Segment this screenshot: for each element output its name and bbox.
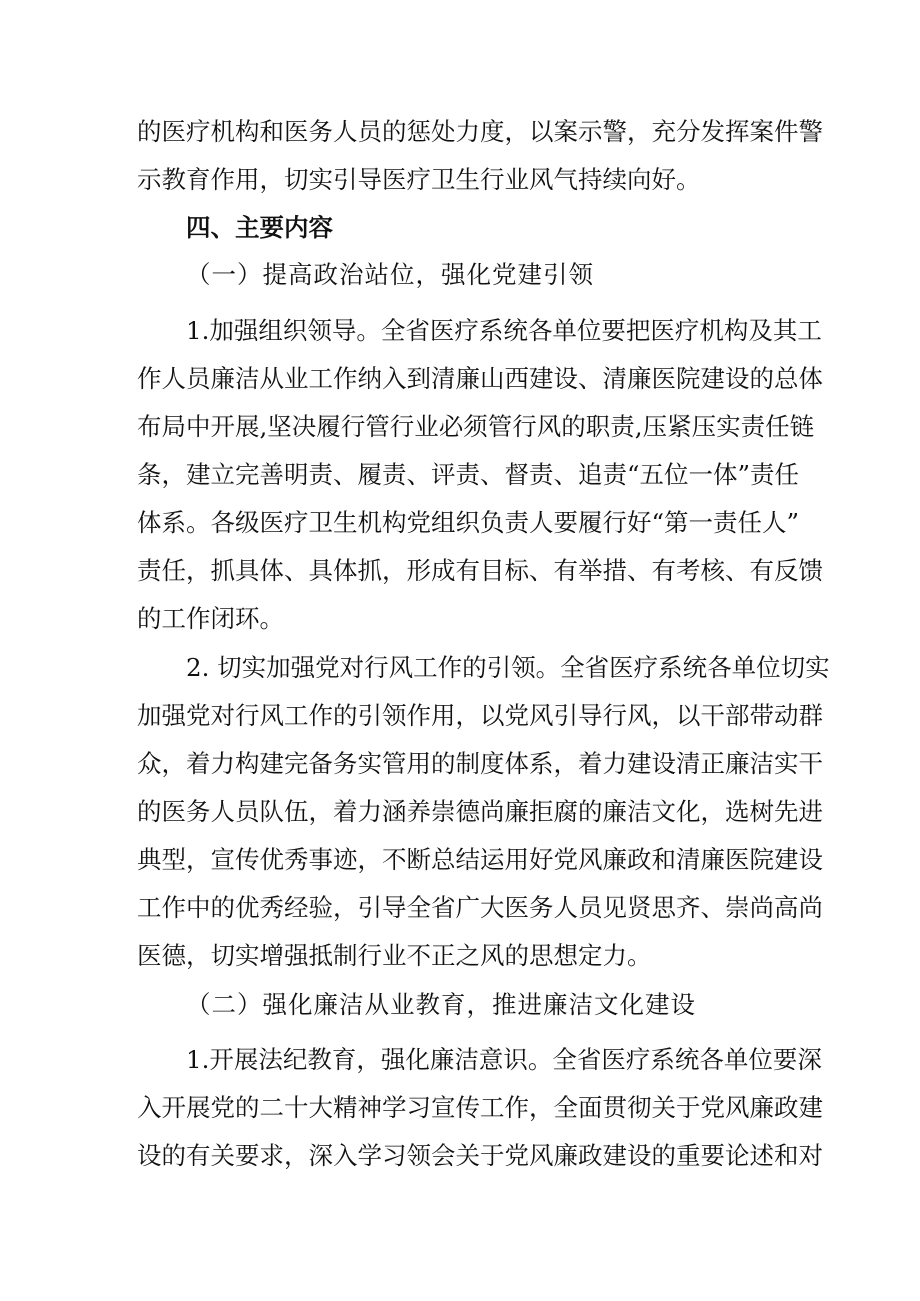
paragraph-first-line: 1.加强组织领导。全省医疗系统各单位要把医疗机构及其工 (186, 316, 822, 345)
body-text-line: 设的有关要求，深入学习领会关于党风廉政建设的重要论述和对 (137, 1141, 823, 1170)
paragraph-first-line: 2. 切实加强党对行风工作的引领。全省医疗系统各单位切实 (186, 653, 830, 682)
body-text-line: 的工作闭环。 (137, 604, 284, 633)
section-heading: 四、主要内容 (186, 213, 333, 242)
body-text-line: 众，着力构建完备务实管用的制度体系，着力建设清正廉洁实干 (137, 749, 823, 778)
subsection-heading: （二）强化廉洁从业教育，推进廉洁文化建设 (186, 990, 696, 1019)
paragraph-first-line: 1.开展法纪教育，强化廉洁意识。全省医疗系统各单位要深 (186, 1045, 822, 1074)
body-text-line: 典型，宣传优秀事迹，不断总结运用好党风廉政和清廉医院建设 (137, 845, 823, 874)
body-text-line: 的医务人员队伍，着力涵养崇德尚廉拒腐的廉洁文化，选树先进 (137, 797, 823, 826)
body-text-line: 医德，切实增强抵制行业不正之风的思想定力。 (137, 941, 652, 970)
body-text-line: 体系。各级医疗卫生机构党组织负责人要履行好“第一责任人” (137, 508, 800, 537)
body-text-line: 条，建立完善明责、履责、评责、督责、追责“五位一体”责任 (137, 460, 800, 489)
body-text-line: 作人员廉洁从业工作纳入到清廉山西建设、清廉医院建设的总体 (137, 364, 823, 393)
body-text-line: 布局中开展,坚决履行管行业必须管行风的职责,压紧压实责任链 (137, 412, 815, 441)
body-text-line: 的医疗机构和医务人员的惩处力度，以案示警，充分发挥案件警 (137, 117, 823, 146)
body-text-line: 示教育作用，切实引导医疗卫生行业风气持续向好。 (137, 165, 701, 194)
body-text-line: 责任，抓具体、具体抓，形成有目标、有举措、有考核、有反馈 (137, 556, 823, 585)
body-text-line: 入开展党的二十大精神学习宣传工作，全面贯彻关于党风廉政建 (137, 1093, 823, 1122)
body-text-line: 工作中的优秀经验，引导全省广大医务人员见贤思齐、崇尚高尚 (137, 893, 823, 922)
body-text-line: 加强党对行风工作的引领作用，以党风引导行风，以干部带动群 (137, 701, 823, 730)
subsection-heading: （一）提高政治站位，强化党建引领 (186, 260, 594, 289)
